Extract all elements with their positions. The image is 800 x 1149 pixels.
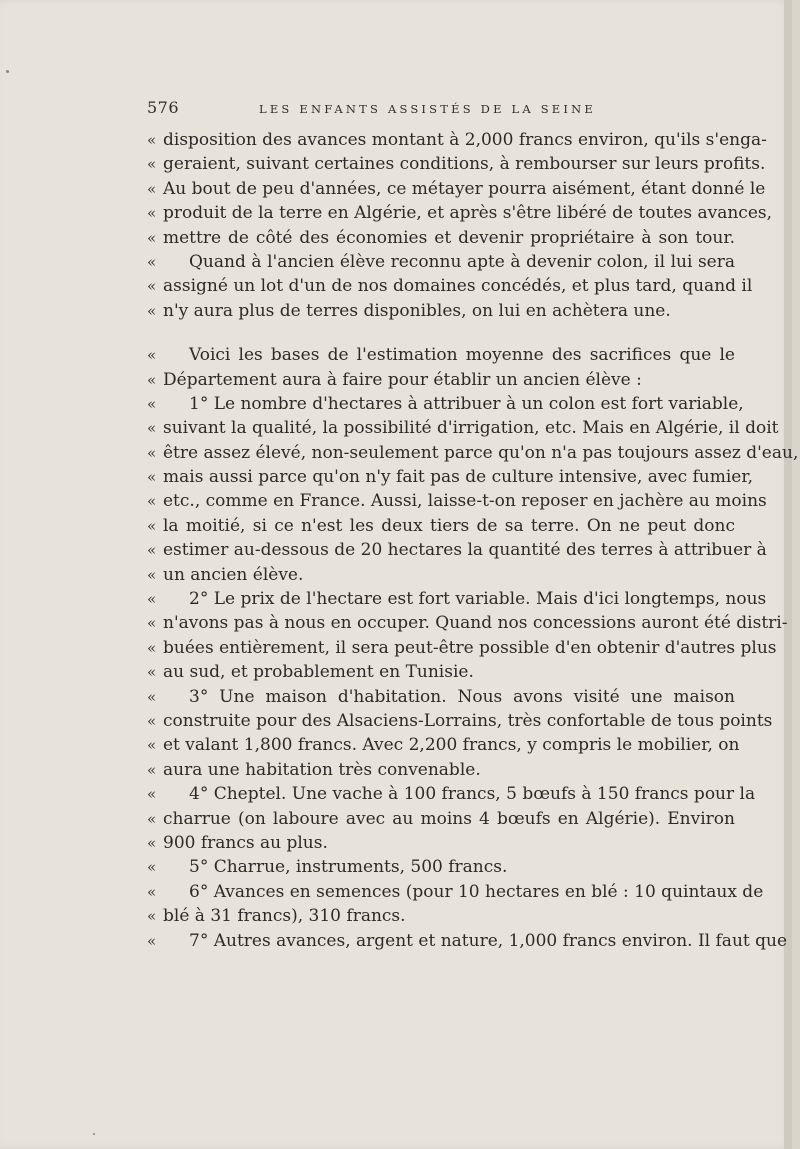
quote-mark: « [147, 468, 157, 487]
running-title: LES ENFANTS ASSISTÉS DE LA SEINE [259, 102, 596, 116]
quote-mark: « [147, 131, 157, 149]
quote-mark: « [147, 443, 157, 462]
line-text: charrue (on laboure avec au moins 4 bœufs en Algérie). Environ [163, 808, 735, 829]
quote-mark: « [147, 204, 157, 223]
quote-mark: « [147, 711, 157, 730]
quote-mark: « [147, 785, 157, 804]
text-line [147, 201, 773, 225]
line-text: 7° Autres avances, argent et nature, 1,000 francs environ. Il faut que [189, 930, 788, 951]
text-line [147, 660, 735, 684]
line-text: 6° Avances en semences (pour 10 hectares en blé : 10 quintaux de [189, 881, 764, 902]
quote-mark: « [147, 833, 157, 852]
text-line [147, 250, 735, 274]
page-number: 576 [147, 98, 180, 117]
quote-mark: « [147, 155, 157, 174]
line-text: estimer au-dessous de 20 hectares la quantité des terres à attribuer à [163, 540, 767, 561]
quote-mark: « [147, 638, 157, 657]
line-text: aura une habitation très convenable. [163, 759, 481, 780]
line-text: être assez élevé, non-seulement parce qu'on n'a pas toujours assez d'eau, [163, 442, 799, 463]
line-text: Département aura à faire pour établir un ancien élève : [163, 369, 642, 390]
text-line [147, 904, 735, 928]
quote-mark: « [147, 565, 157, 584]
text-line [147, 855, 735, 879]
line-text: 1° Le nombre d'hectares à attribuer à un colon est fort variable, [189, 393, 744, 414]
quote-mark: « [147, 252, 157, 271]
quote-mark: « [147, 277, 157, 296]
line-text: et valant 1,800 francs. Avec 2,200 francs, y compris le mobilier, on [163, 735, 740, 756]
paper-speck [6, 70, 9, 73]
text-line [147, 611, 788, 635]
quote-mark: « [147, 492, 157, 511]
quote-mark: « [147, 179, 157, 198]
quote-mark: « [147, 228, 157, 247]
line-text: la moitié, si ce n'est les deux tiers de sa terre. On ne peut donc [163, 515, 735, 536]
line-text: blé à 31 francs), 310 francs. [163, 906, 406, 927]
line-text: 3° Une maison d'habitation. Nous avons visité une maison [189, 686, 735, 707]
text-line [147, 807, 735, 831]
quote-mark: « [147, 882, 157, 901]
line-text: n'avons pas à nous en occuper. Quand nos concessions auront été distri- [163, 613, 788, 634]
text-line [147, 733, 740, 757]
line-text: un ancien élève. [163, 564, 304, 585]
line-text: geraient, suivant certaines conditions, à rembourser sur leurs profits. [163, 154, 766, 175]
quote-mark: « [147, 346, 157, 365]
quote-mark: « [147, 516, 157, 535]
line-text: au sud, et probablement en Tunisie. [163, 662, 474, 683]
text-line [147, 831, 735, 855]
text-line [147, 758, 735, 782]
line-text: Quand à l'ancien élève reconnu apte à devenir colon, il lui sera [189, 251, 735, 272]
quote-mark: « [147, 590, 157, 609]
line-text: suivant la qualité, la possibilité d'irrigation, etc. Mais en Algérie, il doit [163, 418, 779, 439]
text-line [147, 489, 767, 513]
text-line [147, 514, 735, 538]
text-line [147, 587, 767, 611]
line-text: 5° Charrue, instruments, 500 francs. [189, 857, 508, 878]
text-line [147, 880, 764, 904]
text-line [147, 177, 766, 201]
text-line [147, 226, 735, 250]
line-text: 2° Le prix de l'hectare est fort variable. Mais d'ici longtemps, nous [189, 589, 767, 610]
paper-speck [93, 1133, 95, 1135]
line-text: produit de la terre en Algérie, et après s'être libéré de toutes avances, [163, 203, 773, 224]
quote-mark: « [147, 301, 157, 320]
text-line [147, 709, 773, 733]
quote-mark: « [147, 858, 157, 877]
text-line [147, 299, 735, 323]
line-text: Voici les bases de l'estimation moyenne des sacrifices que le [189, 345, 735, 366]
text-line [147, 563, 735, 587]
quote-mark: « [147, 687, 157, 706]
text-line [147, 416, 779, 440]
quote-mark: « [147, 907, 157, 926]
quote-mark: « [147, 931, 157, 950]
line-text: 900 francs au plus. [163, 832, 328, 853]
text-line [147, 152, 766, 176]
line-text: mais aussi parce qu'on n'y fait pas de culture intensive, avec fumier, [163, 467, 754, 488]
text-line [147, 465, 754, 489]
paragraph-gap [147, 323, 735, 343]
line-text: n'y aura plus de terres disponibles, on lui en achètera une. [163, 300, 671, 321]
text-line [147, 782, 756, 806]
text-line [147, 392, 744, 416]
quote-mark: « [147, 663, 157, 682]
quote-mark: « [147, 394, 157, 413]
quote-mark: « [147, 760, 157, 779]
line-text: assigné un lot d'un de nos domaines concédés, et plus tard, quand il [163, 276, 753, 297]
text-line [147, 685, 735, 709]
quote-mark: « [147, 809, 157, 828]
text-line [147, 538, 767, 562]
page-header [147, 98, 727, 122]
line-text: buées entièrement, il sera peut-être possible d'en obtenir d'autres plus [163, 637, 777, 658]
line-text: mettre de côté des économies et devenir propriétaire à son tour. [163, 227, 735, 248]
line-text: Au bout de peu d'années, ce métayer pourra aisément, étant donné le [163, 178, 766, 199]
page-edge [784, 0, 792, 1149]
line-text: disposition des avances montant à 2,000 francs environ, qu'ils s'enga- [163, 130, 767, 150]
quote-mark: « [147, 614, 157, 633]
text-line [147, 441, 799, 465]
line-text: construite pour des Alsaciens-Lorrains, très confortable de tous points [163, 710, 773, 731]
text-line [147, 636, 777, 660]
line-text: 4° Cheptel. Une vache à 100 francs, 5 bœufs à 150 francs pour la [189, 784, 756, 805]
text-line [147, 368, 735, 392]
text-line [147, 343, 735, 367]
quote-mark: « [147, 419, 157, 438]
text-line [147, 128, 767, 152]
quote-mark: « [147, 370, 157, 389]
text-line [147, 274, 753, 298]
text-line [147, 929, 788, 953]
quote-mark: « [147, 736, 157, 755]
body-text [147, 128, 799, 953]
quote-mark: « [147, 541, 157, 560]
line-text: etc., comme en France. Aussi, laisse-t-on reposer en jachère au moins [163, 491, 767, 512]
